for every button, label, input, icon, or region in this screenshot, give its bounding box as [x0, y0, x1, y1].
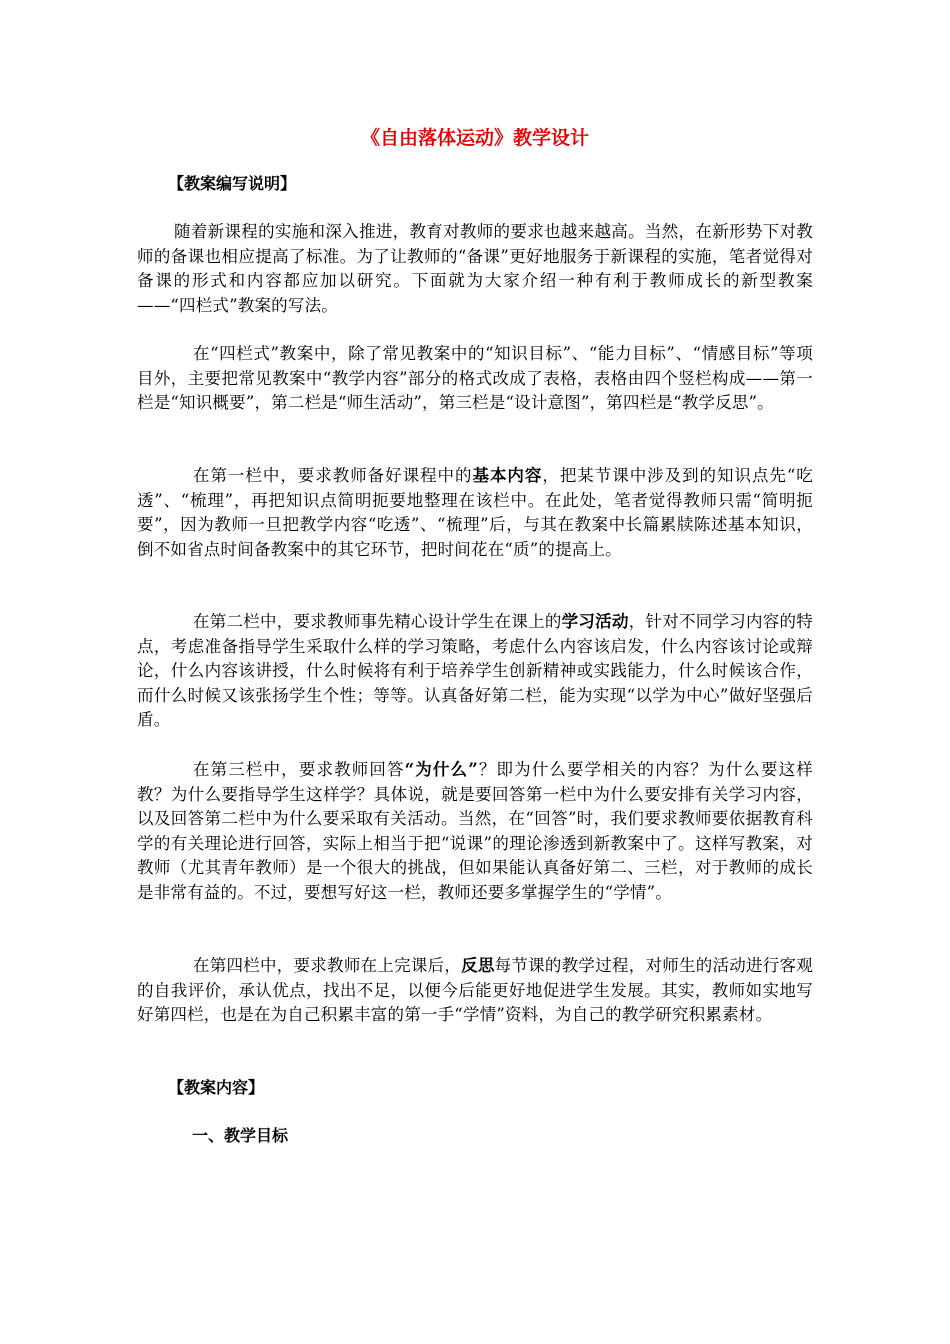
paragraph-text: ，把某节课中涉及到的知识点先“吃透”、“梳理”，再把知识点简明扼要地整理在该栏中。在此处，笔者觉得教师只需“简明扼要”，因为教师一旦把教学内容“吃透”、“梳理”后，与其在教案中长篇累牍陈述基本知识，倒不如省点时间备教案中的其它环节，把时间花在“质”的提高上。 [137, 466, 813, 559]
paragraph-text: 每节课的教学过程，对师生的活动进行客观的自我评价，承认优点，找出不足，以便今后能更好地促进学生发展。其实，教师如实地写好第四栏，也是在为自己积累丰富的第一手“学情”资料，为自己的教学研究积累素材。 [137, 956, 813, 1025]
emphasized-text: 基本内容 [472, 466, 543, 485]
section-heading-writing-notes: 【教案编写说明】 [168, 174, 297, 193]
emphasized-text: “为什么” [404, 760, 478, 779]
paragraph-third-column [137, 758, 813, 906]
paragraph-text: 在第一栏中，要求教师备好课程中的 [193, 466, 473, 485]
paragraph-text: ，针对不同学习内容的特点，考虑准备指导学生采取什么样的学习策略，考虑什么内容该启发，什么内容该讨论或辩论，什么内容该讲授，什么时候将有利于培养学生创新精神或实践能力，什么时候该合作，而什么时候又该张扬学生个性；等等。认真备好第二栏，能为实现“以学为中心”做好坚强后盾。 [137, 612, 813, 730]
paragraph-text: 在第四栏中，要求教师在上完课后， [193, 956, 462, 975]
paragraph-four-column-format [137, 342, 813, 416]
paragraph-intro [137, 220, 813, 318]
emphasized-text: 反思 [461, 956, 495, 975]
section-heading-lesson-content: 【教案内容】 [168, 1078, 265, 1097]
emphasized-text: 学习活动 [561, 612, 629, 631]
paragraph-text: 在“四栏式”教案中，除了常见教案中的“知识目标”、“能力目标”、“情感目标”等项目外，主要把常见教案中“教学内容”部分的格式改成了表格，表格由四个竖栏构成——第一栏是“知识概要”，第二栏是“师生活动”，第三栏是“设计意图”，第四栏是“教学反思”。 [137, 344, 813, 413]
paragraph-text: ？即为什么要学相关的内容？为什么要这样教？为什么要指导学生这样学？具体说，就是要回答第一栏中为什么要安排有关学习内容，以及回答第二栏中为什么要采取有关活动。当然，在“回答”时，我们要求教师要依据教育科学的有关理论进行回答，实际上相当于把“说课”的理论渗透到新教案中了。这样写教案，对教师（尤其青年教师）是一个很大的挑战，但如果能认真备好第二、三栏，对于教师的成长是非常有益的。不过，要想写好这一栏，教师还要多掌握学生的“学情”。 [137, 760, 813, 902]
paragraph-text: 随着新课程的实施和深入推进，教育对教师的要求也越来越高。当然，在新形势下对教师的备课也相应提高了标准。为了让教师的“备课”更好地服务于新课程的实施，笔者觉得对备课的形式和内容都应加以研究。下面就为大家介绍一种有利于教师成长的新型教案——“四栏式”教案的写法。 [137, 222, 813, 315]
paragraph-second-column [137, 610, 813, 733]
document-title: 《自由落体运动》教学设计 [360, 127, 589, 149]
paragraph-text: 在第三栏中，要求教师回答 [193, 760, 405, 779]
paragraph-fourth-column [137, 954, 813, 1028]
paragraph-text: 在第二栏中，要求教师事先精心设计学生在课上的 [193, 612, 562, 631]
subsection-heading-teaching-goals: 一、教学目标 [192, 1126, 289, 1145]
paragraph-first-column [137, 464, 813, 562]
